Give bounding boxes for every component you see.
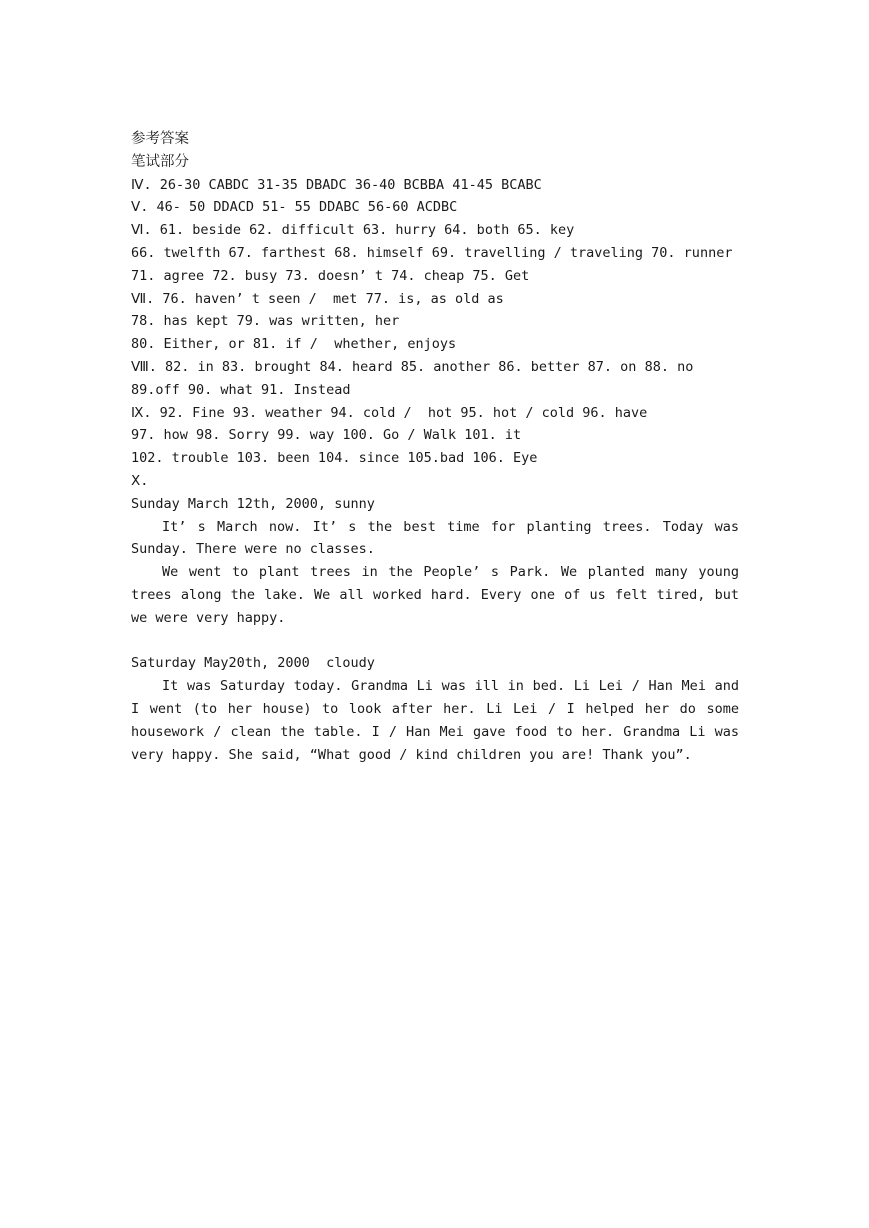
answer-line: Ⅷ. 82. in 83. brought 84. heard 85. another 86. better 87. on 88. no: [131, 358, 694, 375]
spacer: [131, 630, 739, 653]
answer-line: Ⅸ. 92. Fine 93. weather 94. cold / hot 95. hot / cold 96. have: [131, 404, 648, 421]
answer-line: 102. trouble 103. been 104. since 105.bad 106. Eye: [131, 450, 538, 467]
answer-line: Ⅳ. 26-30 CABDC 31-35 DBADC 36-40 BCBBA 41-45 BCABC: [131, 176, 542, 193]
essay-paragraph: It was Saturday today. Grandma Li was ill in bed. Li Lei / Han Mei and I went (to her house) to look after her. Li Lei / I helped her do some housework / clean the table. I / Han Mei gave food to her. Grandma Li was very happy. She said, “What good / kind children you are! Thank you”.: [131, 678, 739, 763]
answer-line: 80. Either, or 81. if / whether, enjoys: [131, 336, 457, 353]
page-title: 参考答案: [131, 131, 189, 147]
answer-line: Ⅶ. 76. haven’ t seen / met 77. is, as old as: [131, 290, 504, 307]
answer-line: 89.off 90. what 91. Instead: [131, 381, 351, 398]
section-title: 笔试部分: [131, 153, 189, 170]
answer-line: 71. agree 72. busy 73. doesn’ t 74. cheap 75. Get: [131, 267, 530, 284]
essay-paragraph: We went to plant trees in the People’ s Park. We planted many young trees along the lake. We all worked hard. Every one of us felt tired, but we were very happy.: [131, 564, 739, 626]
answer-line: 66. twelfth 67. farthest 68. himself 69. travelling / traveling 70. runner: [131, 244, 733, 261]
answer-line: Ⅴ. 46- 50 DDACD 51- 55 DDABC 56-60 ACDBC: [131, 199, 458, 216]
essay-header: Sunday March 12th, 2000, sunny: [131, 495, 375, 512]
answer-line: 78. has kept 79. was written, her: [131, 313, 400, 330]
answer-line: Ⅵ. 61. beside 62. difficult 63. hurry 64. both 65. key: [131, 222, 575, 239]
answer-key-document: [131, 128, 739, 766]
essay-paragraph: It’ s March now. It’ s the best time for planting trees. Today was Sunday. There were no classes.: [131, 518, 739, 558]
answer-line: 97. how 98. Sorry 99. way 100. Go / Walk 101. it: [131, 427, 522, 444]
essay-header: Saturday May20th, 2000 cloudy: [131, 655, 375, 672]
section-label: Ⅹ.: [131, 472, 149, 489]
